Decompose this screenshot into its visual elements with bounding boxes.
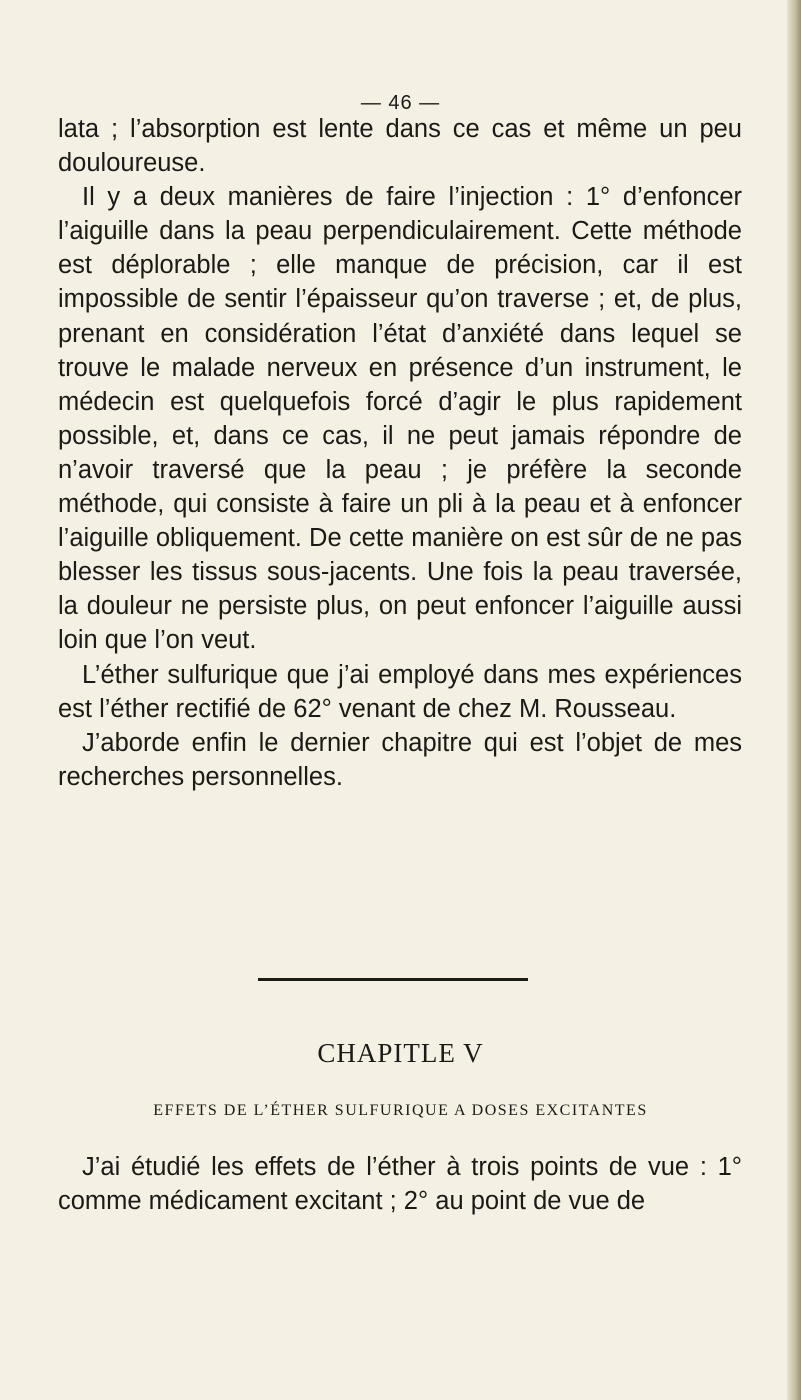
paragraph-injection-methods: Il y a deux manières de faire l’injection : 1° d’enfoncer l’aiguille dans la peau perpendiculairement. Cette méthode est déplorable ; elle manque de précision, car il est impossible de sentir l’épaisseur qu’on traverse ; et, de plus, prenant en considération l’état d’anxiété dans lequel se trouve le malade nerveux en présence d’un instrument, le médecin est quelquefois forcé d’agir le plus rapidement possible, et, dans ce cas, il ne peut jamais répondre de n’avoir traversé que la peau ; je préfère la seconde méthode, qui consiste à faire un pli à la peau et à enfoncer l’aiguille obliquement. De cette manière on est sûr de ne pas blesser les tissus sous-jacents. Une fois la peau traversée, la douleur ne persiste plus, on peut enfoncer l’aiguille aussi loin que l’on veut. — [58, 183, 742, 655]
chapter-paragraph: J’ai étudié les effets de l’éther à trois points de vue : 1° comme médicament excitant ; 2° au point de vue de — [58, 1153, 742, 1215]
body-text — [58, 112, 742, 794]
chapter-body — [58, 1150, 742, 1218]
chapter-subtitle: EFFETS DE L’ÉTHER SULFURIQUE A DOSES EXCITANTES — [153, 1102, 648, 1119]
page-edge — [787, 0, 801, 1400]
chapter-title: CHAPITLE V — [317, 1038, 484, 1068]
section-divider — [258, 978, 528, 981]
paragraph-continuation: lata ; l’absorption est lente dans ce cas et même un peu douloureuse. — [58, 115, 742, 178]
paragraph-ether-source: L’éther sulfurique que j’ai employé dans mes expériences est l’éther rectifié de 62° venant de chez M. Rousseau. — [58, 660, 742, 723]
page-number: — 46 — — [360, 92, 441, 114]
paragraph-last-chapter: J’aborde enfin le dernier chapitre qui est l’objet de mes recherches personnelles. — [58, 728, 742, 791]
